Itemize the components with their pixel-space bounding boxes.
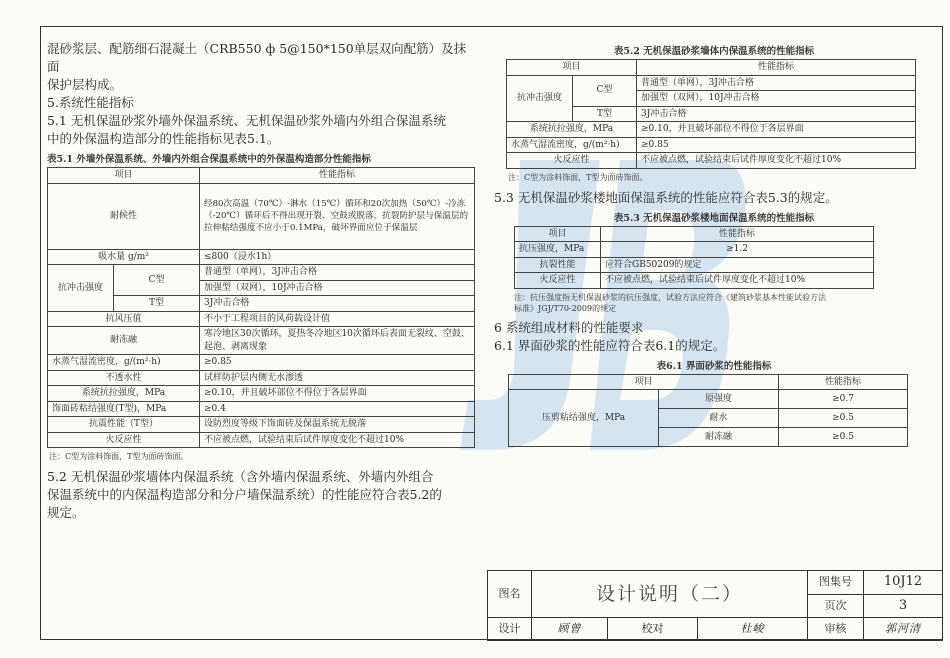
cell-label: 抗震性能（T型） xyxy=(48,417,200,433)
cell-sub-label: 耐水 xyxy=(659,409,779,428)
cell-label: 压剪粘结强度，MPa xyxy=(509,390,659,447)
title-block xyxy=(487,570,943,640)
cell-value: 3J冲击合格 xyxy=(637,106,916,122)
table-header-index: 性能指标 xyxy=(601,226,874,242)
table-5-1 xyxy=(47,167,475,448)
cell-value: ≥0.85 xyxy=(200,355,475,371)
table-5-2-caption: 表5.2 无机保温砂浆墙体内保温系统的性能指标 xyxy=(613,46,815,57)
table-row xyxy=(48,355,475,371)
cell-label: 耐冻融 xyxy=(48,327,200,355)
table-row xyxy=(48,370,475,386)
cell-label: 饰面砖粘结强度(T型)，MPa xyxy=(48,401,200,417)
cell-label: 不透水性 xyxy=(48,370,200,386)
table-row xyxy=(507,153,916,169)
page-no: 3 xyxy=(864,595,943,618)
cell-label: 抗冲击强度 xyxy=(507,75,573,122)
cell-value: 不小于工程项目的风荷载设计值 xyxy=(200,311,475,327)
table-row xyxy=(509,390,908,409)
section-5-2-line-1: 5.2 无机保温砂浆墙体内保温系统（含外墙内保温系统、外墙内外组合 xyxy=(47,469,434,484)
drawing-title: 设计说明（二） xyxy=(532,571,808,618)
cell-label: 抗压强度，MPa xyxy=(515,242,601,258)
cell-value: ≥0.10，并且破坏部位不得位于各层界面 xyxy=(637,122,916,138)
section-6-1: 6.1 界面砂浆的性能应符合表6.1的规定。 xyxy=(494,337,726,353)
table-row xyxy=(515,226,874,242)
table-row xyxy=(507,75,916,91)
cell-sub-label: T型 xyxy=(114,296,200,312)
table-row xyxy=(515,242,874,258)
cell-value: 不应被点燃，试验结束后试件厚度变化不超过10% xyxy=(637,153,916,169)
cell-sub-label: 耐冻融 xyxy=(659,428,779,447)
table-row xyxy=(48,417,475,433)
cell-value: 3J冲击合格 xyxy=(200,296,475,312)
table-5-3 xyxy=(514,226,874,289)
cell-label: 水蒸气湿流密度，g/(m²·h) xyxy=(48,355,200,371)
table-row xyxy=(48,168,475,184)
table-5-3-note-1: 注：抗压强度指无机保温砂浆的抗压强度，试验方法应符合《建筑砂浆基本性能试验方法 xyxy=(514,292,826,302)
cell-label: 系统抗拉强度，MPa xyxy=(507,122,637,138)
table-row xyxy=(48,183,475,249)
table-5-1-note: 注：C型为涂料饰面，T型为面砖饰面。 xyxy=(49,452,189,461)
cell-sub-label: T型 xyxy=(573,106,637,122)
cell-label: 火反应性 xyxy=(48,432,200,448)
cell-value: 设防烈度等级下饰面砖及保温系统无脱落 xyxy=(200,417,475,433)
cell-value: 经80次高温（70℃）-淋水（15℃）循环和20次加热（50℃）-冷冻（-20℃）循环后不得出现开裂、空鼓或脱落，抗裂防护层与保温层的拉伸粘结强度不应小于0.1MPa，破坏界面应位于保温层 xyxy=(200,183,475,249)
intro-line-1: 混砂浆层、配筋细石混凝土（CRB550 ф 5@150*150单层双向配筋）及抹面 xyxy=(47,41,467,74)
table-row xyxy=(48,432,475,448)
check-signature: 杜峻 xyxy=(698,618,808,641)
cell-label: 耐候性 xyxy=(48,183,200,249)
table-5-2-note: 注：C型为涂料饰面，T型为面砖饰面。 xyxy=(508,172,648,182)
table-6-1-caption: 表6.1 界面砂浆的性能指标 xyxy=(656,360,772,372)
cell-label: 抗冲击强度 xyxy=(48,265,114,312)
table-header-item: 项目 xyxy=(509,374,779,390)
cell-value: 不应被点燃，试验结束后试件厚度变化不超过10% xyxy=(601,273,874,289)
table-header-index: 性能指标 xyxy=(637,60,916,76)
table-row xyxy=(507,137,916,153)
right-column xyxy=(494,40,934,447)
table-row xyxy=(488,618,943,641)
section-6-heading: 6 系统组成材料的性能要求 xyxy=(494,319,644,335)
cell-value: 不应被点燃，试验结束后试件厚度变化不超过10% xyxy=(200,432,475,448)
table-header-index: 性能指标 xyxy=(200,168,475,184)
cell-value: ≥0.5 xyxy=(779,409,908,428)
cell-label: 抗风压值 xyxy=(48,311,200,327)
table-row xyxy=(507,122,916,138)
table-row xyxy=(48,327,475,355)
table-header-item: 项目 xyxy=(48,168,200,184)
table-row xyxy=(48,311,475,327)
cell-value: ≥0.5 xyxy=(779,428,908,447)
cell-value: ≥0.85 xyxy=(637,137,916,153)
cell-value: 加强型（双网），10J冲击合格 xyxy=(637,91,916,107)
cell-value: ≥0.4 xyxy=(200,401,475,417)
section-5-heading: 5.系统性能指标 xyxy=(47,95,134,110)
page-label: 页次 xyxy=(808,595,864,618)
cell-label: 水蒸气湿流密度，g/(m²·h) xyxy=(507,137,637,153)
cell-sub-label: C型 xyxy=(114,265,200,296)
cell-value: 普通型（单网），3J冲击合格 xyxy=(637,75,916,91)
cell-value: 加强型（双网），10J冲击合格 xyxy=(200,280,475,296)
design-signature: 顾曾 xyxy=(532,618,608,641)
table-row xyxy=(509,374,908,390)
cell-value: ≤800（浸水1h） xyxy=(200,249,475,265)
cell-label: 火反应性 xyxy=(515,273,601,289)
design-label: 设计 xyxy=(488,618,532,641)
table-6-1 xyxy=(508,374,908,448)
section-5-1-line-2: 中的外保温构造部分的性能指标见表5.1。 xyxy=(47,131,280,146)
table-row xyxy=(48,265,475,281)
table-5-1-caption: 表5.1 外墙外保温系统、外墙内外组合保温系统中的外保温构造部分性能指标 xyxy=(47,154,371,165)
drawing-name-label: 图名 xyxy=(488,571,532,618)
cell-value: 应符合GB50209的规定 xyxy=(601,257,874,273)
cell-label: 吸水量 g/m² xyxy=(48,249,200,265)
table-header-item: 项目 xyxy=(507,60,637,76)
table-5-2 xyxy=(506,59,916,169)
cell-sub-label: 原强度 xyxy=(659,390,779,409)
table-row xyxy=(48,249,475,265)
cell-value: ≥1.2 xyxy=(601,242,874,258)
table-header-item: 项目 xyxy=(515,226,601,242)
left-column xyxy=(47,40,475,522)
atlas-no-label: 图集号 xyxy=(808,571,864,595)
table-row xyxy=(515,257,874,273)
table-row xyxy=(488,571,943,595)
table-row xyxy=(507,60,916,76)
cell-value: 试样防护层内侧无水渗透 xyxy=(200,370,475,386)
intro-line-2: 保护层构成。 xyxy=(47,77,123,92)
review-label: 审核 xyxy=(808,618,864,641)
table-row xyxy=(48,386,475,402)
section-5-2-line-3: 规定。 xyxy=(47,505,85,520)
check-label: 校对 xyxy=(608,618,698,641)
section-5-1-line-1: 5.1 无机保温砂浆外墙外保温系统、无机保温砂浆外墙内外组合保温系统 xyxy=(47,113,446,128)
table-5-3-note-2: 标准》JGJ/T70-2009的规定 xyxy=(514,303,617,313)
table-row xyxy=(48,401,475,417)
cell-value: ≥0.7 xyxy=(779,390,908,409)
cell-value: 普通型（单网），3J冲击合格 xyxy=(200,265,475,281)
atlas-no: 10J12 xyxy=(864,571,943,595)
section-5-2-line-2: 保温系统中的内保温构造部分和分户墙保温系统）的性能应符合表5.2的 xyxy=(47,487,442,502)
cell-label: 火反应性 xyxy=(507,153,637,169)
cell-value: 寒冷地区30次循环，夏热冬冷地区10次循环后表面无裂纹、空鼓、起泡、剥离现象 xyxy=(200,327,475,355)
table-5-3-caption: 表5.3 无机保温砂浆楼地面保温系统的性能指标 xyxy=(613,212,815,224)
cell-value: ≥0.10，并且破坏部位不得位于各层界面 xyxy=(200,386,475,402)
table-header-index: 性能指标 xyxy=(779,374,908,390)
table-row xyxy=(515,273,874,289)
cell-sub-label: C型 xyxy=(573,75,637,106)
section-5-3: 5.3 无机保温砂浆楼地面保温系统的性能应符合表5.3的规定。 xyxy=(494,189,838,205)
cell-label: 系统抗拉强度，MPa xyxy=(48,386,200,402)
review-signature: 郭河清 xyxy=(864,618,943,641)
cell-label: 抗裂性能 xyxy=(515,257,601,273)
